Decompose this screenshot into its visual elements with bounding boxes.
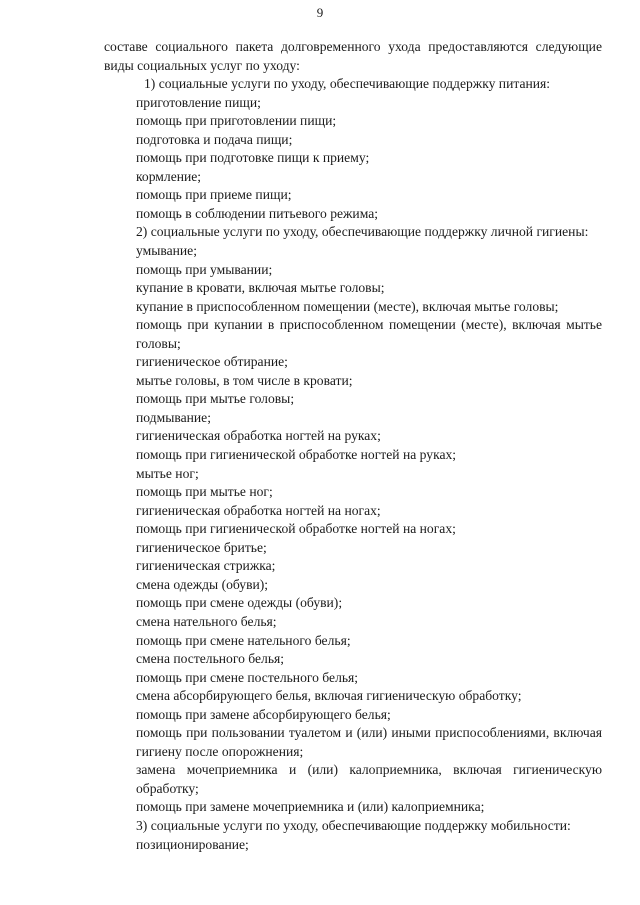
list-item: гигиеническая обработка ногтей на ногах; <box>136 502 381 518</box>
list-item: гигиеническое бритье; <box>136 539 267 555</box>
list-item: купание в приспособленном помещении (месте), включая мытье головы; <box>136 298 559 314</box>
list-item: позиционирование; <box>136 836 249 852</box>
list-item: помощь при купании в приспособленном помещении (месте), включая мытье головы; <box>136 317 602 351</box>
list-item: гигиеническая стрижка; <box>136 558 276 574</box>
list-item: мытье ног; <box>136 465 199 481</box>
list-item: купание в кровати, включая мытье головы; <box>136 280 385 296</box>
list-item: помощь при смене одежды (обуви); <box>136 595 343 611</box>
list-item: смена абсорбирующего белья, включая гигиеническую обработку; <box>136 688 522 704</box>
page-number: 9 <box>316 5 324 20</box>
list-item: мытье головы, в том числе в кровати; <box>136 372 353 388</box>
list-item: подмывание; <box>136 409 211 425</box>
list-item: помощь в соблюдении питьевого режима; <box>136 205 379 221</box>
list-item: помощь при смене нательного белья; <box>136 632 351 648</box>
services-list <box>104 75 602 854</box>
list-item: помощь при приеме пищи; <box>136 187 292 203</box>
list-item: смена одежды (обуви); <box>136 576 269 592</box>
list-item: умывание; <box>136 243 197 259</box>
list-item: помощь при смене постельного белья; <box>136 669 359 685</box>
list-item: помощь при замене мочеприемника и (или) калоприемника; <box>136 799 485 815</box>
list-item: помощь при мытье ног; <box>136 484 273 500</box>
list-item: приготовление пищи; <box>136 94 261 110</box>
list-item: помощь при мытье головы; <box>136 391 295 407</box>
list-item: помощь при гигиенической обработке ногтей на ногах; <box>136 521 456 537</box>
list-item: помощь при подготовке пищи к приему; <box>136 150 370 166</box>
list-item: замена мочеприемника и (или) калоприемника, включая гигиеническую обработку; <box>136 762 602 796</box>
section-heading: 3) социальные услуги по уходу, обеспечивающие поддержку мобильности: <box>136 817 571 833</box>
list-item: помощь при приготовлении пищи; <box>136 113 337 129</box>
list-item: кормление; <box>136 168 202 184</box>
section-heading: 1) социальные услуги по уходу, обеспечивающие поддержку питания: <box>144 76 551 92</box>
list-item: помощь при гигиенической обработке ногтей на руках; <box>136 447 457 463</box>
list-item: смена нательного белья; <box>136 613 277 629</box>
intro-paragraph: составе социального пакета долговременного ухода предоставляются следующие виды социальных услуг по уходу: <box>104 39 602 73</box>
list-item: гигиеническое обтирание; <box>136 354 288 370</box>
section-heading: 2) социальные услуги по уходу, обеспечивающие поддержку личной гигиены: <box>136 224 589 240</box>
list-item: помощь при замене абсорбирующего белья; <box>136 706 391 722</box>
list-item: подготовка и подача пищи; <box>136 131 293 147</box>
list-item: смена постельного белья; <box>136 651 285 667</box>
list-item: помощь при умывании; <box>136 261 273 277</box>
list-item: гигиеническая обработка ногтей на руках; <box>136 428 381 444</box>
list-item: помощь при пользовании туалетом и (или) иными приспособлениями, включая гигиену после опорожнения; <box>136 725 602 759</box>
document-body <box>104 38 602 854</box>
